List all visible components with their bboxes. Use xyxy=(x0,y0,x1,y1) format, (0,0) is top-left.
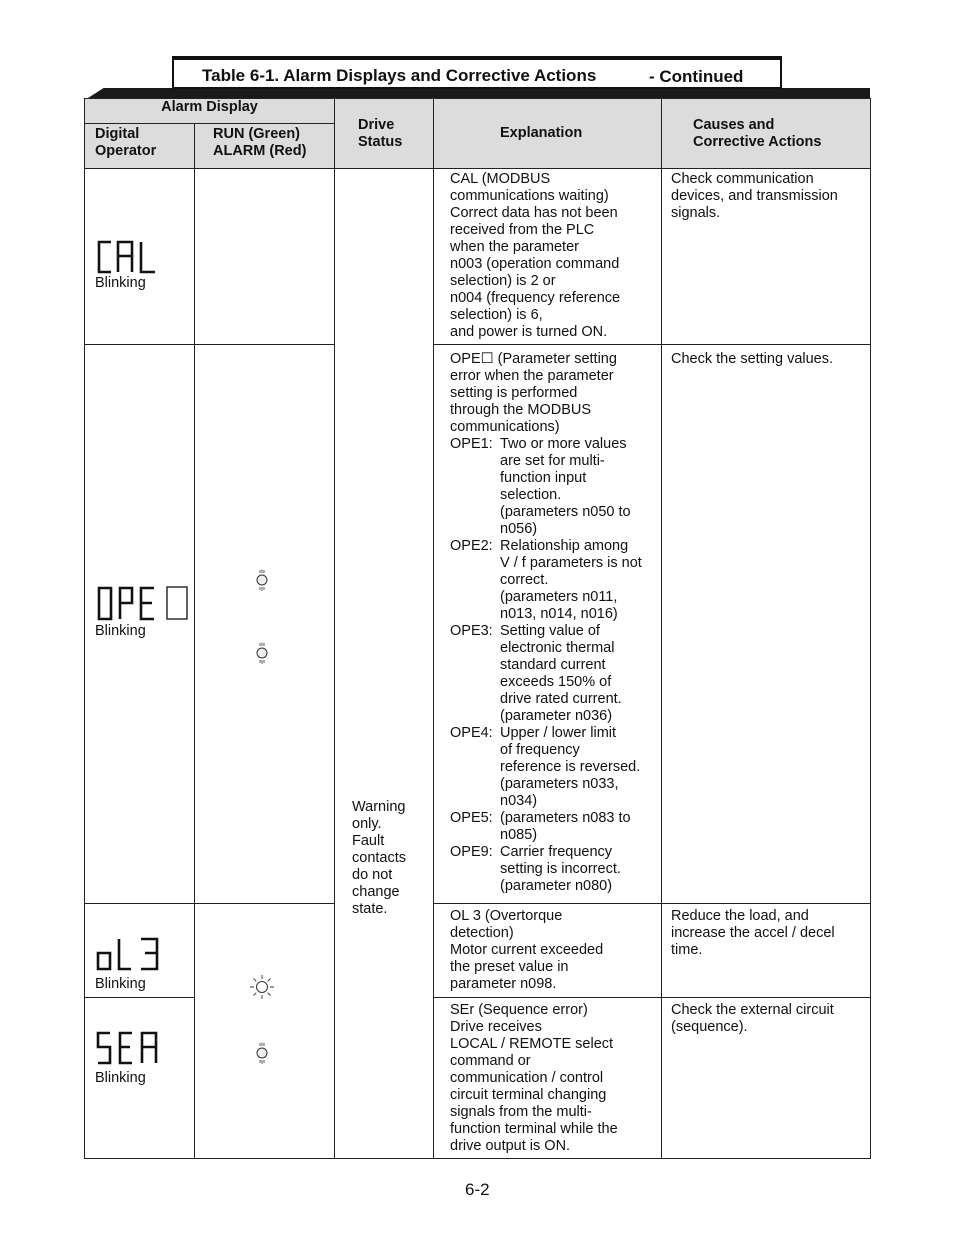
drive-status-cell xyxy=(335,169,434,1159)
blinking-label: Blinking xyxy=(95,976,146,992)
explanation-intro: OPE☐ (Parameter setting error when the parameter setting is performed through the MODBUS communications) xyxy=(450,351,617,435)
explanation-cell xyxy=(434,904,662,998)
table-title-text: Table 6-1. Alarm Displays and Corrective Actions xyxy=(202,66,597,85)
alarm-lamp-blinking-icon xyxy=(255,1042,269,1066)
causes-cell xyxy=(662,169,871,345)
header-causes: Causes and Corrective Actions xyxy=(662,99,871,169)
page-number: 6-2 xyxy=(465,1180,490,1199)
blinking-label: Blinking xyxy=(95,623,146,639)
lamp-cell xyxy=(195,345,335,904)
list-item: OPE2: Relationship among V / f parameters is not correct. (parameters n011, n013, n014, n016) xyxy=(450,538,642,622)
digital-operator-cell xyxy=(85,998,195,1159)
table-title xyxy=(172,56,782,89)
drive-status-text: Warning only. Fault contacts do not change state. xyxy=(352,799,406,917)
causes-cell xyxy=(662,998,871,1159)
ol3-segment-display xyxy=(95,936,165,972)
table-row xyxy=(85,345,871,904)
list-item: OPE1: Two or more values are set for multi- function input selection. (parameters n050 to n056) xyxy=(450,436,631,537)
explanation-text: OL 3 (Overtorque detection) Motor current exceeded the preset value in parameter n098. xyxy=(450,908,604,992)
header-drive-status: Drive Status xyxy=(335,99,434,169)
alarm-lamp-blinking-icon xyxy=(255,642,269,666)
explanation-cell xyxy=(434,998,662,1159)
blinking-label: Blinking xyxy=(95,1070,146,1086)
table-row xyxy=(85,904,871,998)
table-row xyxy=(85,169,871,345)
list-item: OPE4: Upper / lower limit of frequency reference is reversed. (parameters n033, n034) xyxy=(450,725,641,809)
explanation-text: CAL (MODBUS communications waiting) Correct data has not been received from the PLC when the parameter n003 (operation command selection) is 2 or n004 (frequency reference selection) is 6, and power is turned ON. xyxy=(450,171,621,340)
digital-operator-cell xyxy=(85,169,195,345)
run-lamp-on-icon xyxy=(249,974,275,1000)
ope-code-list xyxy=(450,436,645,895)
causes-text: Reduce the load, and increase the accel / decel time. xyxy=(671,908,835,958)
cal-segment-display xyxy=(95,239,161,275)
causes-cell xyxy=(662,345,871,904)
run-lamp-blinking-icon xyxy=(255,569,269,593)
causes-text: Check the external circuit (sequence). xyxy=(671,1002,834,1035)
blinking-label: Blinking xyxy=(95,275,146,291)
list-item: OPE5: (parameters n083 to n085) xyxy=(450,810,631,843)
explanation-cell xyxy=(434,169,662,345)
alarm-table xyxy=(84,98,871,1159)
digital-operator-cell xyxy=(85,904,195,998)
list-item: OPE9: Carrier frequency setting is incorrect. (parameter n080) xyxy=(450,844,621,894)
lamp-cell xyxy=(195,904,335,1159)
causes-cell xyxy=(662,904,871,998)
list-item: OPE3: Setting value of electronic thermal standard current exceeds 150% of drive rated current. (parameter n036) xyxy=(450,623,622,724)
lamp-cell xyxy=(195,169,335,345)
table-title-suffix: - Continued xyxy=(649,67,744,86)
causes-text: Check the setting values. xyxy=(671,351,834,367)
explanation-cell xyxy=(434,345,662,904)
digital-operator-cell xyxy=(85,345,195,904)
header-alarm-display: Alarm Display xyxy=(85,99,335,124)
title-band xyxy=(88,88,870,98)
header-digital-operator: Digital Operator xyxy=(85,124,195,169)
header-explanation: Explanation xyxy=(434,99,662,169)
explanation-text: SEr (Sequence error) Drive receives LOCAL / REMOTE select command or communication / control circuit terminal changing signals from the multi- function terminal while the drive output is ON. xyxy=(450,1002,618,1154)
ser-segment-display xyxy=(95,1030,165,1066)
causes-text: Check communication devices, and transmission signals. xyxy=(671,171,838,221)
header-run-alarm: RUN (Green) ALARM (Red) xyxy=(195,124,335,169)
ope-segment-display xyxy=(95,585,191,623)
